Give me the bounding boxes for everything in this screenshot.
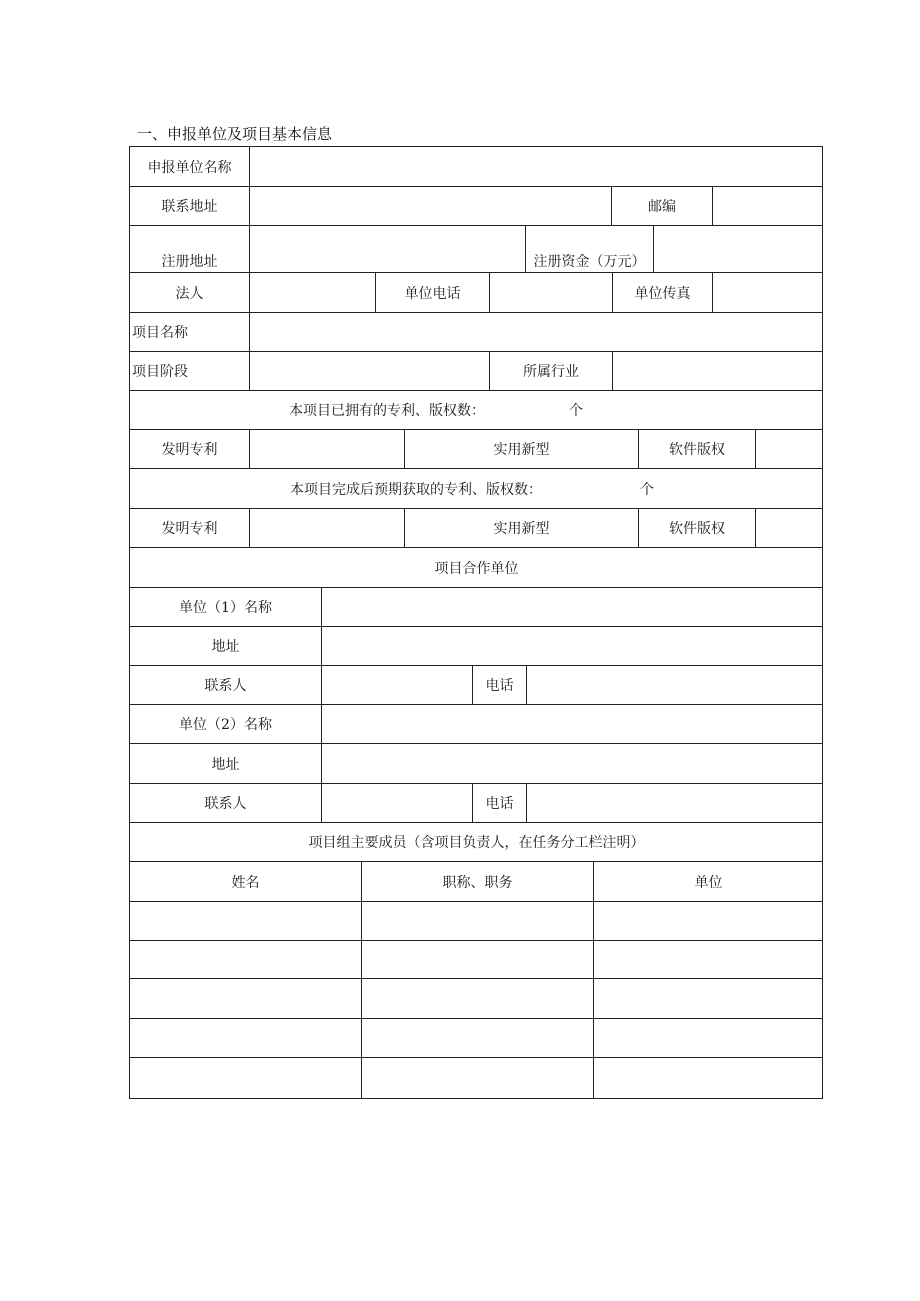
address-label: 联系地址 <box>130 187 250 226</box>
member-title-cell[interactable] <box>362 902 594 941</box>
partner2-address-field[interactable] <box>322 744 823 784</box>
member-title-cell[interactable] <box>362 1019 594 1058</box>
ip-expected-software-label: 软件版权 <box>639 509 756 548</box>
ip-owned-invention-field[interactable] <box>250 430 405 469</box>
member-name-cell[interactable] <box>130 1019 362 1058</box>
unit-name-field[interactable] <box>250 147 823 187</box>
unit-phone-field[interactable] <box>490 273 613 313</box>
partner2-address-label: 地址 <box>130 744 322 784</box>
unit-phone-label: 单位电话 <box>376 273 490 313</box>
ip-expected-software-field[interactable] <box>756 509 823 548</box>
unit-fax-label: 单位传真 <box>613 273 713 313</box>
partner2-phone-label: 电话 <box>473 784 527 823</box>
member-name-cell[interactable] <box>130 902 362 941</box>
legal-person-label: 法人 <box>130 273 250 313</box>
member-name-cell[interactable] <box>130 979 362 1019</box>
legal-person-field[interactable] <box>250 273 376 313</box>
partner1-name-label: 单位（1）名称 <box>130 588 322 627</box>
member-name-cell[interactable] <box>130 941 362 979</box>
reg-capital-label: 注册资金（万元） <box>526 226 654 273</box>
partner1-phone-field[interactable] <box>527 666 823 705</box>
project-name-field[interactable] <box>250 313 823 352</box>
industry-label: 所属行业 <box>490 352 613 391</box>
postcode-field[interactable] <box>713 187 823 226</box>
ip-owned-software-label: 软件版权 <box>639 430 756 469</box>
ip-owned-utility-label: 实用新型 <box>405 430 639 469</box>
project-name-label: 项目名称 <box>130 313 250 352</box>
member-unit-cell[interactable] <box>594 1019 823 1058</box>
ip-expected-invention-field[interactable] <box>250 509 405 548</box>
ip-owned-title-row <box>130 391 823 430</box>
ip-expected-title: 本项目完成后预期获取的专利、版权数： <box>290 481 542 498</box>
partner2-contact-field[interactable] <box>322 784 473 823</box>
ip-expected-utility-label: 实用新型 <box>405 509 639 548</box>
project-stage-label: 项目阶段 <box>130 352 250 391</box>
partner1-contact-label: 联系人 <box>130 666 322 705</box>
member-unit-cell[interactable] <box>594 1058 823 1098</box>
industry-field[interactable] <box>613 352 823 391</box>
member-unit-cell[interactable] <box>594 979 823 1019</box>
partner1-address-field[interactable] <box>322 627 823 666</box>
partner1-name-field[interactable] <box>322 588 823 627</box>
partner1-address-label: 地址 <box>130 627 322 666</box>
member-title-cell[interactable] <box>362 979 594 1019</box>
reg-address-label: 注册地址 <box>130 226 250 273</box>
application-form <box>129 146 823 1099</box>
partners-title: 项目合作单位 <box>130 548 823 588</box>
postcode-label: 邮编 <box>612 187 713 226</box>
member-title-cell[interactable] <box>362 941 594 979</box>
partner1-phone-label: 电话 <box>473 666 527 705</box>
project-stage-field[interactable] <box>250 352 490 391</box>
members-title: 项目组主要成员（含项目负责人，在任务分工栏注明） <box>130 823 823 862</box>
ip-expected-title-row <box>130 469 823 509</box>
reg-capital-field[interactable] <box>654 226 823 273</box>
ip-owned-title: 本项目已拥有的专利、版权数： <box>289 403 485 419</box>
member-title-cell[interactable] <box>362 1058 594 1098</box>
member-unit-cell[interactable] <box>594 941 823 979</box>
partner2-contact-label: 联系人 <box>130 784 322 823</box>
members-col-unit: 单位 <box>594 862 823 902</box>
partner2-name-label: 单位（2）名称 <box>130 705 322 744</box>
section-heading: 一、申报单位及项目基本信息 <box>137 125 333 143</box>
partner2-phone-field[interactable] <box>527 784 823 823</box>
ip-expected-unit: 个 <box>640 481 654 498</box>
reg-address-field[interactable] <box>250 226 526 273</box>
address-field[interactable] <box>250 187 612 226</box>
ip-owned-unit: 个 <box>569 403 583 419</box>
member-name-cell[interactable] <box>130 1058 362 1098</box>
partner1-contact-field[interactable] <box>322 666 473 705</box>
ip-expected-invention-label: 发明专利 <box>130 509 250 548</box>
ip-owned-software-field[interactable] <box>756 430 823 469</box>
unit-name-label: 申报单位名称 <box>130 147 250 187</box>
member-unit-cell[interactable] <box>594 902 823 941</box>
ip-owned-invention-label: 发明专利 <box>130 430 250 469</box>
unit-fax-field[interactable] <box>713 273 823 313</box>
members-col-title: 职称、职务 <box>362 862 594 902</box>
members-col-name: 姓名 <box>130 862 362 902</box>
partner2-name-field[interactable] <box>322 705 823 744</box>
